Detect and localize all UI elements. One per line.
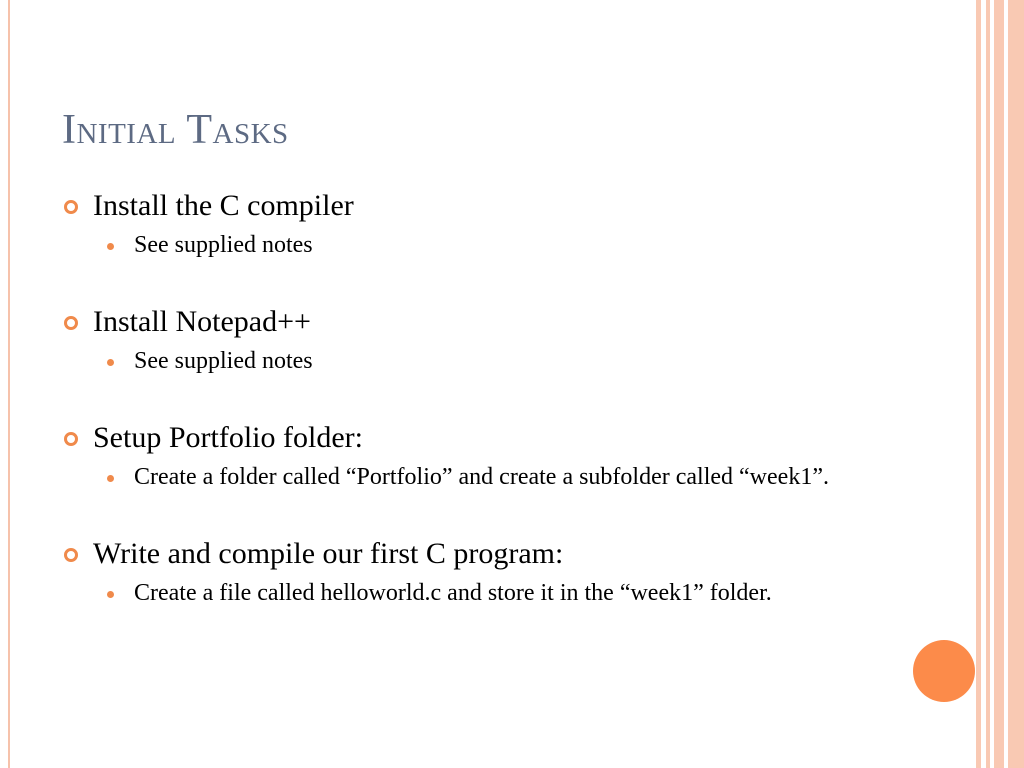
right-decorative-stripes: [976, 0, 1024, 768]
bullet-text: Setup Portfolio folder:: [93, 421, 363, 454]
ring-bullet-icon: [64, 548, 78, 562]
dot-bullet-icon: [107, 359, 114, 366]
sub-bullet-text: Create a folder called “Portfolio” and create a subfolder called “week1”.: [134, 464, 829, 490]
bullet-text: Install Notepad++: [93, 305, 311, 338]
dot-bullet-icon: [107, 591, 114, 598]
dot-bullet-icon: [107, 475, 114, 482]
sub-bullet-text: Create a file called helloworld.c and store it in the “week1” folder.: [134, 580, 772, 606]
ring-bullet-icon: [64, 316, 78, 330]
list-item: [62, 186, 882, 262]
sub-bullet-text: See supplied notes: [134, 232, 313, 258]
ring-bullet-icon: [64, 432, 78, 446]
list-item: [62, 418, 882, 494]
left-frame-line: [8, 0, 10, 768]
bullet-text: Install the C compiler: [93, 189, 354, 222]
dot-bullet-icon: [107, 243, 114, 250]
slide-title: Initial Tasks: [62, 107, 289, 153]
bullet-text: Write and compile our first C program:: [93, 537, 564, 570]
ring-bullet-icon: [64, 200, 78, 214]
list-item: [62, 302, 882, 378]
decorative-orange-circle: [913, 640, 975, 702]
sub-bullet-text: See supplied notes: [134, 348, 313, 374]
list-item: [62, 534, 882, 610]
bullet-list: [62, 186, 882, 650]
